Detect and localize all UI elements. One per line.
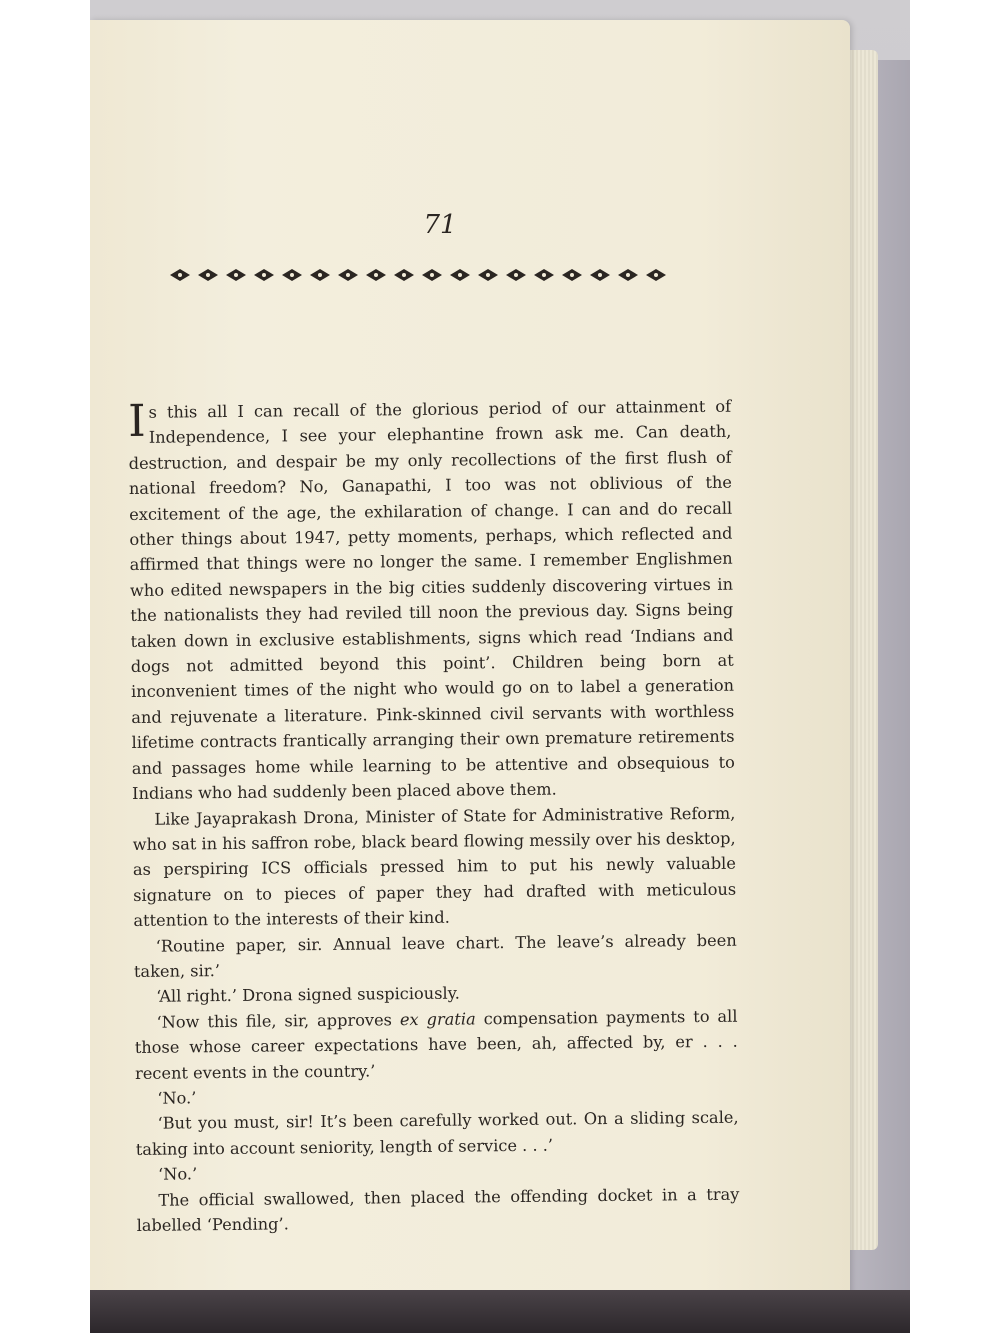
paragraph-3: ‘Routine paper, sir. Annual leave chart. The leave’s already been taken, sir.’ [133,930,737,981]
book-photo [90,0,910,1333]
paragraph-5 [134,1003,738,1086]
book-page [90,20,850,1300]
chapter-number: 71 [423,210,457,240]
body-text [128,394,740,1239]
drop-cap: I [127,395,146,447]
paragraph-7: ‘But you must, sir! It’s been carefully worked out. On a sliding scale, taking into account seniority, length of service . . .’ [135,1108,739,1159]
paragraph-6: ‘No.’ [157,1088,197,1108]
table-shadow [90,1290,910,1333]
paragraph-5-text: ‘Now this file, sir, approves ex gratia compensation payments to all those whose career expectations have been, ah, affected by, er . . . recent events in the country.’ [134,1006,738,1083]
paragraph-4: ‘All right.’ Drona signed suspiciously. [156,983,460,1007]
italic-phrase: ex gratia [399,1009,476,1029]
paragraph-8: ‘No.’ [158,1164,198,1184]
paragraph-9: The official swallowed, then placed the offending docket in a tray labelled ‘Pending’. [136,1184,740,1235]
ornament-row [170,269,666,281]
paragraph-1: Is this all I can recall of the glorious period of our attainment of Independence, I see your elephantine frown ask me. Can death, destruction, and despair be my only recollections of the first flush of national freedom? No, Ganapathi, I too was not oblivious of the excitement of the age, the exhilaration of change. I can and do recall other things about 1947, petty moments, perhaps, which reflected and affirmed that things were no longer the same. I remember Englishmen who edited newspapers in the big cities suddenly discovering virtues in the nationalists they had reviled till noon the previous day. Signs being taken down in exclusive establishments, signs which read ‘Indians and dogs not admitted beyond this point’. Children being born at inconvenient times of the night who would go on to label a generation and rejuvenate a literature. Pink-skinned civil servants with worthless lifetime contracts frantically arranging their own premature retirements and passages home while learning to be attentive and obsequious to Indians who had suddenly been placed above them. [127,395,735,804]
paragraph-2: Like Jayaprakash Drona, Minister of State for Administrative Reform, who sat in his saffron robe, black beard flowing messily over his desktop, as perspiring ICS officials pressed him to put his newly valuable signature on to pieces of paper they had drafted with meticulous attention to the interests of their kind. [132,803,737,931]
ornament-divider [170,265,670,285]
